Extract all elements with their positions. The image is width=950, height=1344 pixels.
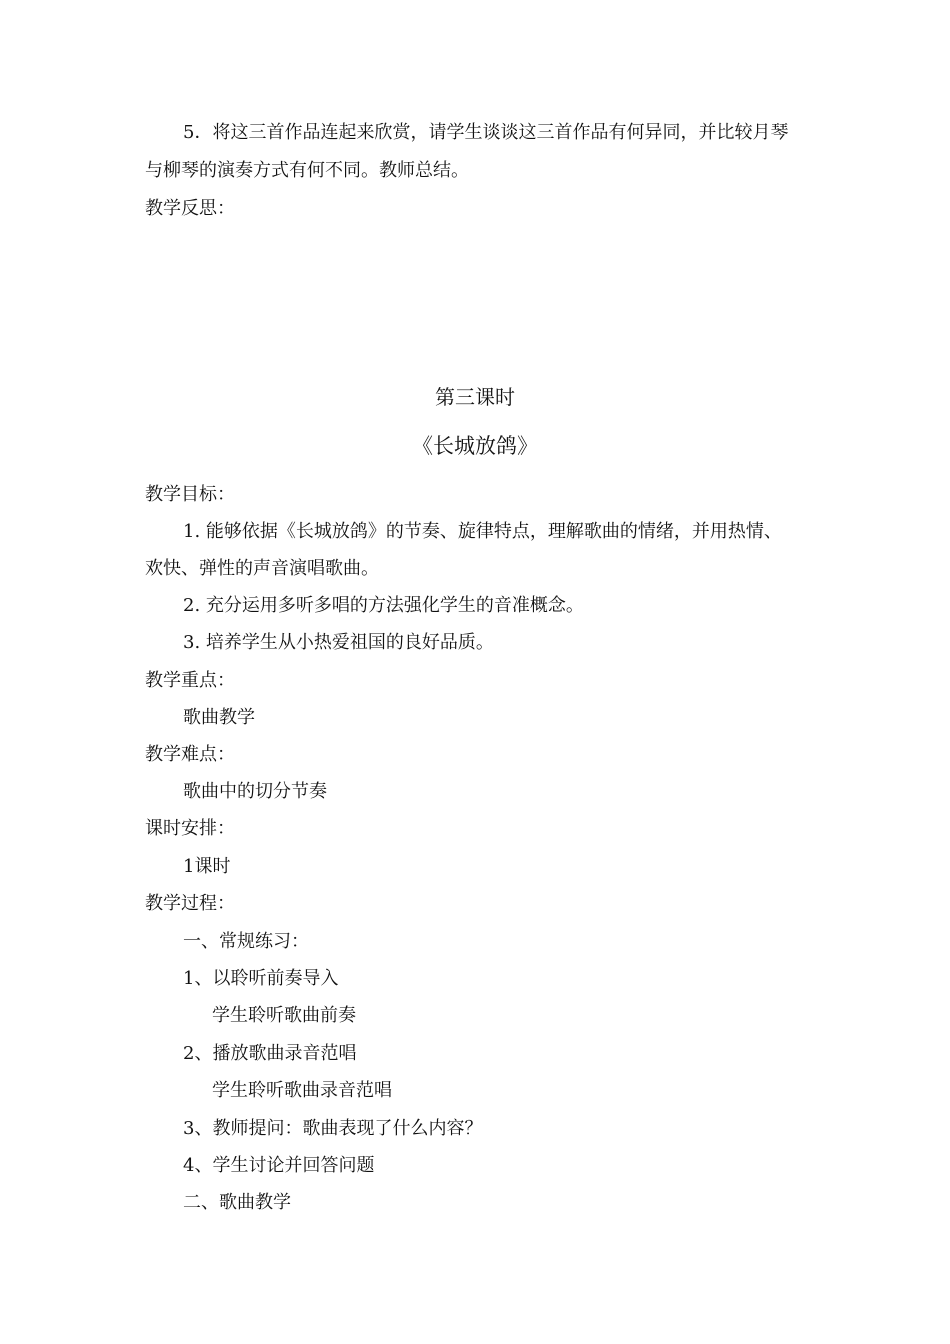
objectives-label: 教学目标：	[145, 484, 235, 505]
objective-1-line-2: 欢快、弹性的声音演唱歌曲。	[145, 558, 379, 579]
step-2-detail: 学生聆听歌曲录音范唱	[212, 1080, 392, 1101]
step-2: 2、播放歌曲录音范唱	[183, 1043, 357, 1064]
schedule-label: 课时安排：	[145, 818, 235, 839]
period-title: 第三课时	[435, 385, 515, 409]
reflection-label: 教学反思：	[145, 198, 235, 219]
process-label: 教学过程：	[145, 893, 235, 914]
objective-3: 3. 培养学生从小热爱祖国的良好品质。	[183, 632, 494, 653]
key-point-label: 教学重点：	[145, 670, 235, 691]
item-5-line-1: 5．将这三首作品连起来欣赏，请学生谈谈这三首作品有何异同，并比较月琴	[183, 122, 789, 143]
objective-2: 2. 充分运用多听多唱的方法强化学生的音准概念。	[183, 595, 584, 616]
step-1-detail: 学生聆听歌曲前奏	[212, 1005, 356, 1026]
item-5-line-2: 与柳琴的演奏方式有何不同。教师总结。	[145, 160, 469, 181]
step-1: 1、以聆听前奏导入	[183, 968, 339, 989]
part-2-heading: 二、歌曲教学	[183, 1192, 291, 1213]
step-3: 3、教师提问：歌曲表现了什么内容？	[183, 1118, 483, 1139]
key-point: 歌曲教学	[183, 707, 255, 728]
step-4: 4、学生讨论并回答问题	[183, 1155, 375, 1176]
part-1-heading: 一、常规练习：	[183, 931, 309, 952]
objective-1-line-1: 1. 能够依据《长城放鸽》的节奏、旋律特点，理解歌曲的情绪，并用热情、	[183, 521, 782, 542]
song-title: 《长城放鸽》	[412, 434, 538, 458]
difficulty-label: 教学难点：	[145, 744, 235, 765]
difficulty: 歌曲中的切分节奏	[183, 781, 327, 802]
schedule: 1课时	[183, 856, 231, 877]
